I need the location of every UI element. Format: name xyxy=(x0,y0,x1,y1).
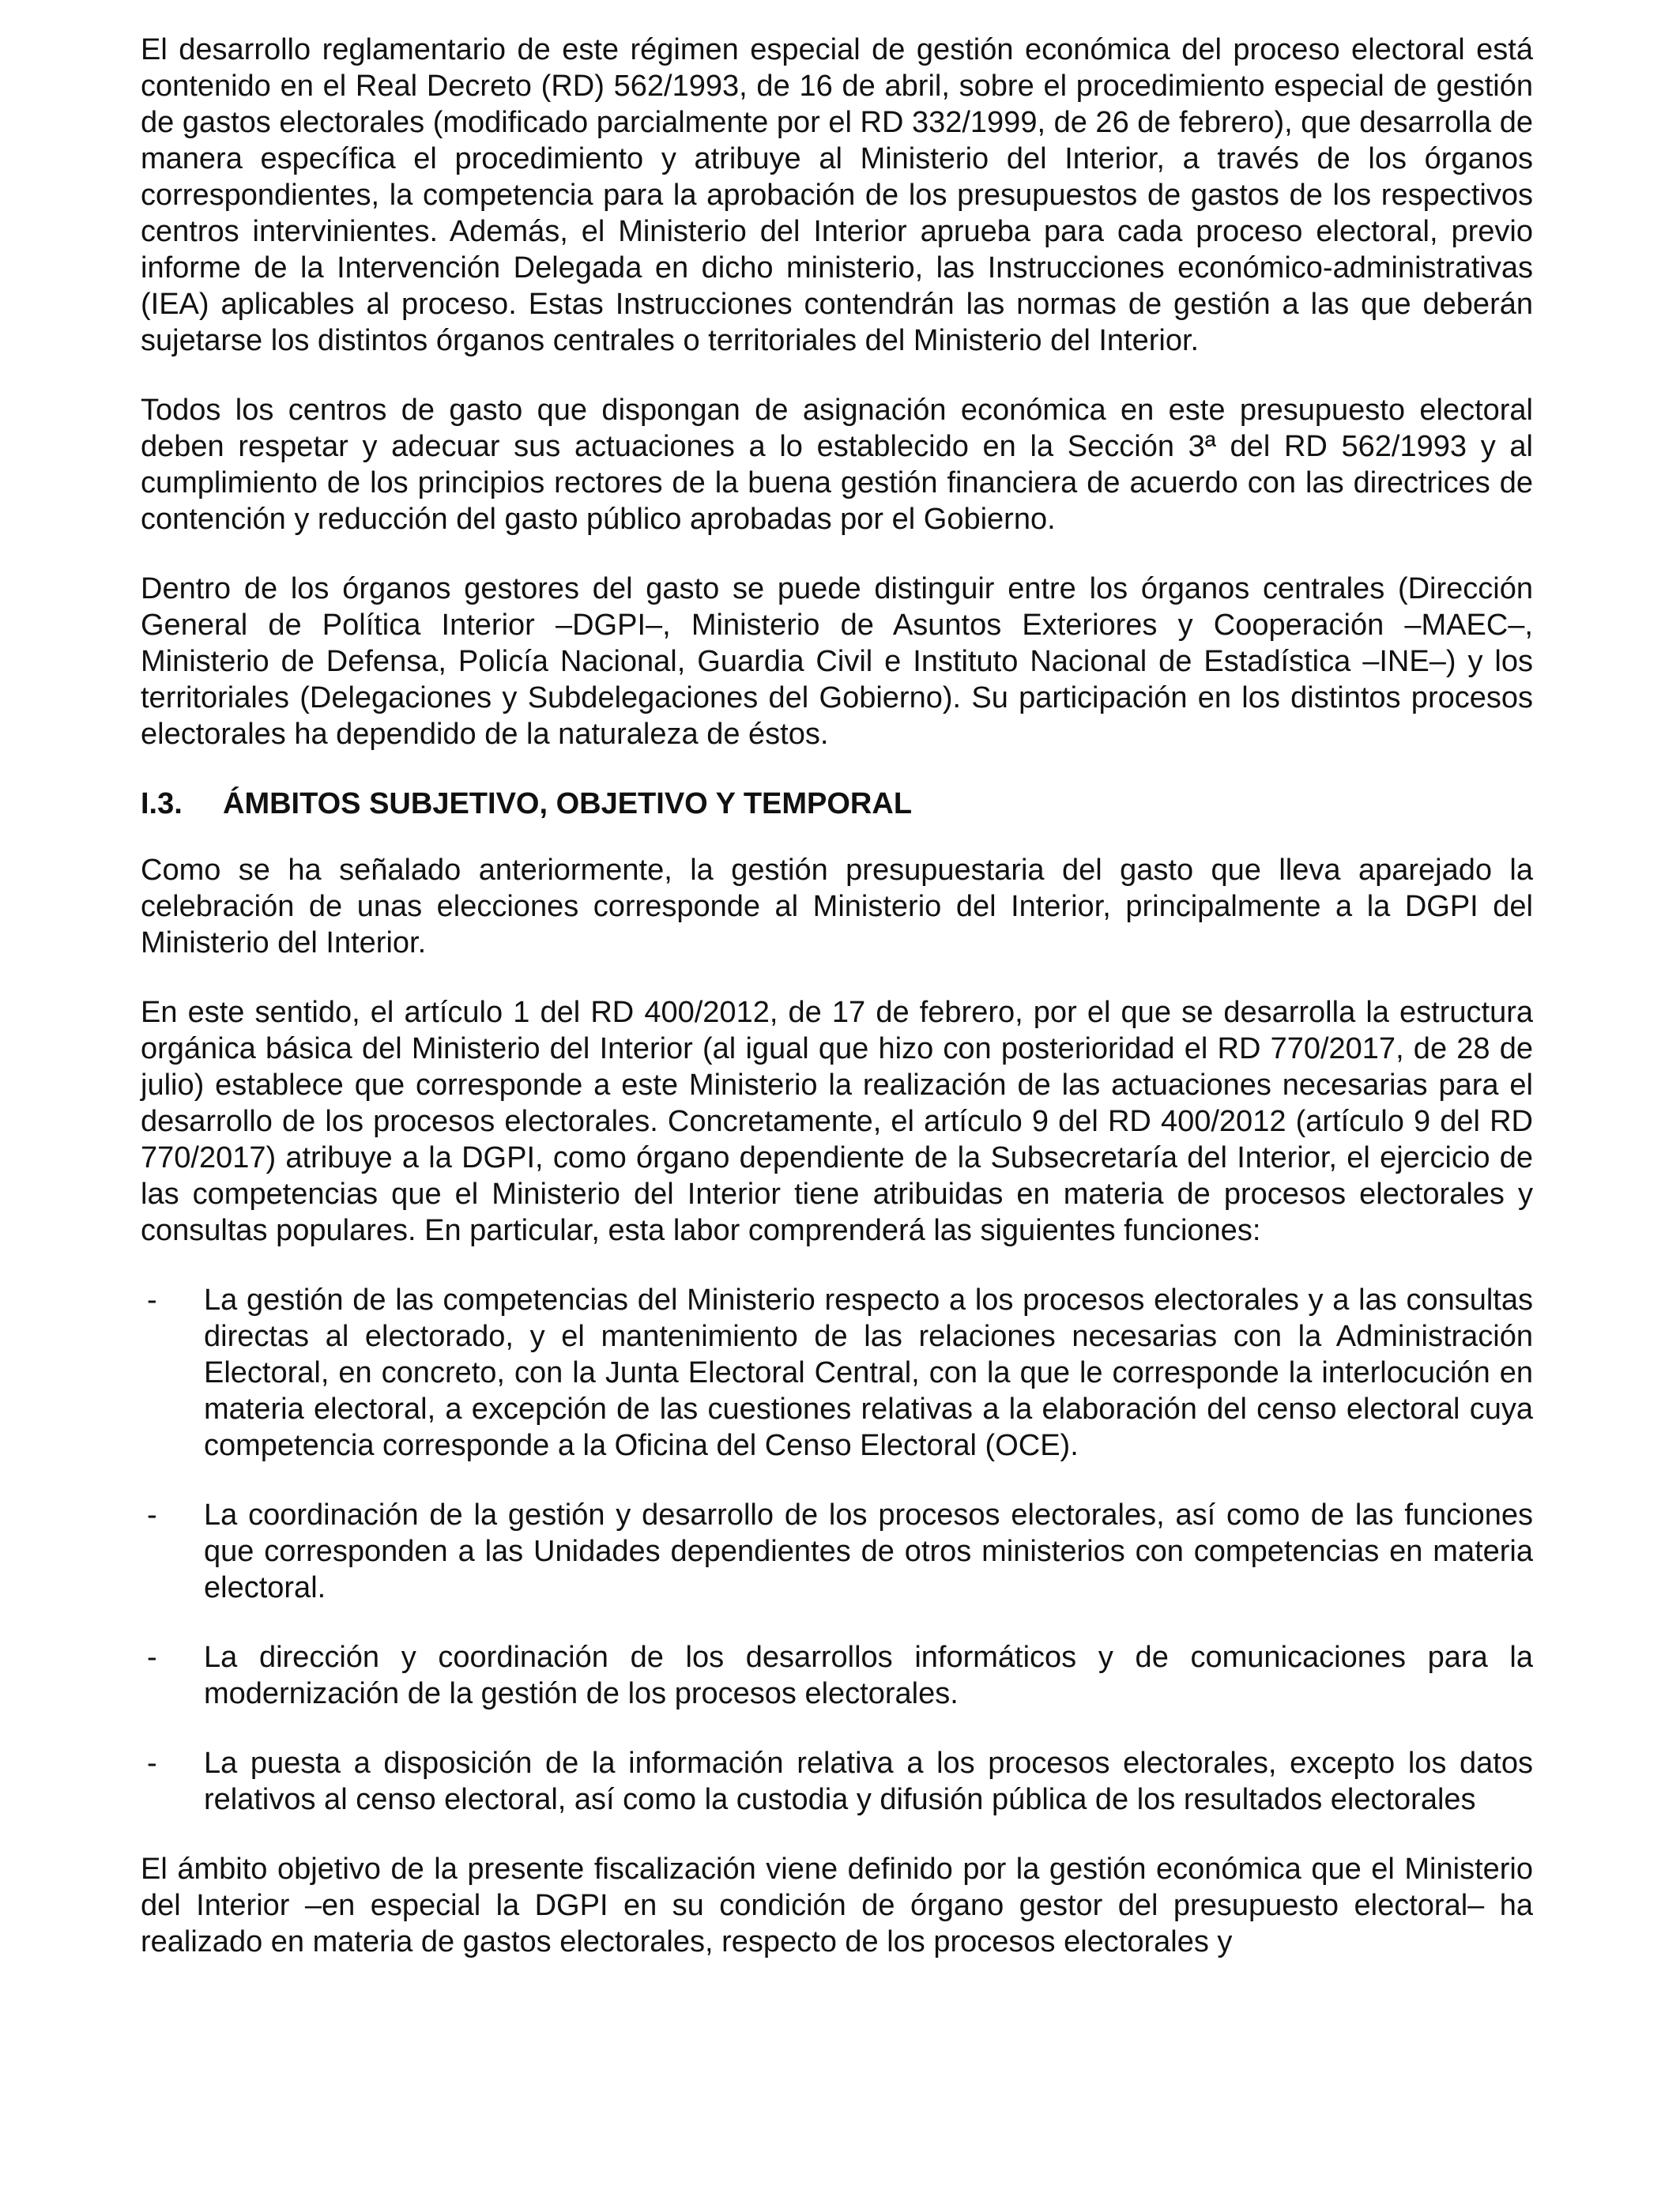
paragraph-gestion-presupuestaria: Como se ha señalado anteriormente, la gestión presupuestaria del gasto que lleva aparejado la celebración de unas elecciones corresponde al Ministerio del Interior, principalmente a la DGPI del Ministerio del Interior. xyxy=(141,854,1533,959)
bullet-dash-icon: - xyxy=(147,1641,157,1674)
section-heading xyxy=(141,786,1533,822)
list-item xyxy=(141,1497,1533,1606)
document-page xyxy=(141,32,1533,1993)
list-item-text: La dirección y coordinación de los desarrollos informáticos y de comunicaciones para la modernización de la gestión de los procesos electorales. xyxy=(204,1641,1533,1710)
list-item-text: La coordinación de la gestión y desarrollo de los procesos electorales, así como de las funciones que corresponden a las Unidades dependientes de otros ministerios con competencias en materia electoral. xyxy=(204,1498,1533,1604)
paragraph-centros-gasto: Todos los centros de gasto que dispongan de asignación económica en este presupuesto electoral deben respetar y adecuar sus actuaciones a lo establecido en la Sección 3ª del RD 562/1993 y al cumplimiento de los principios rectores de la buena gestión financiera de acuerdo con las directrices de contención y reducción del gasto público aprobadas por el Gobierno. xyxy=(141,394,1533,536)
section-title: ÁMBITOS SUBJETIVO, OBJETIVO Y TEMPORAL xyxy=(223,787,913,820)
paragraph-rd-400-2012: En este sentido, el artículo 1 del RD 400/2012, de 17 de febrero, por el que se desarrolla la estructura orgánica básica del Ministerio del Interior (al igual que hizo con posterioridad el RD 770/2017, de 28 de julio) establece que corresponde a este Ministerio la realización de las actuaciones necesarias para el desarrollo de los procesos electorales. Concretamente, el artículo 9 del RD 400/2012 (artículo 9 del RD 770/2017) atribuye a la DGPI, como órgano dependiente de la Subsecretaría del Interior, el ejercicio de las competencias que el Ministerio del Interior tiene atribuidas en materia de procesos electorales y consultas populares. En particular, esta labor comprenderá las siguientes funciones: xyxy=(141,996,1533,1247)
bullet-dash-icon: - xyxy=(147,1284,157,1317)
list-item-text: La gestión de las competencias del Ministerio respecto a los procesos electorales y a las consultas directas al electorado, y el mantenimiento de las relaciones necesarias con la Administración Electoral, en concreto, con la Junta Electoral Central, con la que le corresponde la interlocución en materia electoral, a excepción de las cuestiones relativas a la elaboración del censo electoral cuya competencia corresponde a la Oficina del Censo Electoral (OCE). xyxy=(204,1284,1533,1462)
bullet-dash-icon: - xyxy=(147,1498,157,1532)
list-item-text: La puesta a disposición de la información relativa a los procesos electorales, excepto los datos relativos al censo electoral, así como la custodia y difusión pública de los resultados electorales xyxy=(204,1747,1533,1816)
paragraph-reglamento: El desarrollo reglamentario de este régimen especial de gestión económica del proceso electoral está contenido en el Real Decreto (RD) 562/1993, de 16 de abril, sobre el procedimiento especial de gestión de gastos electorales (modificado parcialmente por el RD 332/1999, de 26 de febrero), que desarrolla de manera específica el procedimiento y atribuye al Ministerio del Interior, a través de los órganos correspondientes, la competencia para la aprobación de los presupuestos de gastos de los respectivos centros intervinientes. Además, el Ministerio del Interior aprueba para cada proceso electoral, previo informe de la Intervención Delegada en dicho ministerio, las Instrucciones económico-administrativas (IEA) aplicables al proceso. Estas Instrucciones contendrán las normas de gestión a las que deberán sujetarse los distintos órganos centrales o territoriales del Ministerio del Interior. xyxy=(141,33,1533,357)
functions-list xyxy=(141,1282,1533,1818)
paragraph-ambito-objetivo: El ámbito objetivo de la presente fiscalización viene definido por la gestión económica que el Ministerio del Interior –en especial la DGPI en su condición de órgano gestor del presupuesto electoral– ha realizado en materia de gastos electorales, respecto de los procesos electorales y xyxy=(141,1853,1533,1958)
list-item xyxy=(141,1745,1533,1818)
section-number: I.3. xyxy=(141,787,183,820)
paragraph-organos-gestores: Dentro de los órganos gestores del gasto se puede distinguir entre los órganos centrales (Dirección General de Política Interior –DGPI–, Ministerio de Asuntos Exteriores y Cooperación –MAEC–, Ministerio de Defensa, Policía Nacional, Guardia Civil e Instituto Nacional de Estadística –INE–) y los territoriales (Delegaciones y Subdelegaciones del Gobierno). Su participación en los distintos procesos electorales ha dependido de la naturaleza de éstos. xyxy=(141,572,1533,751)
list-item xyxy=(141,1282,1533,1464)
list-item xyxy=(141,1639,1533,1712)
bullet-dash-icon: - xyxy=(147,1747,157,1780)
